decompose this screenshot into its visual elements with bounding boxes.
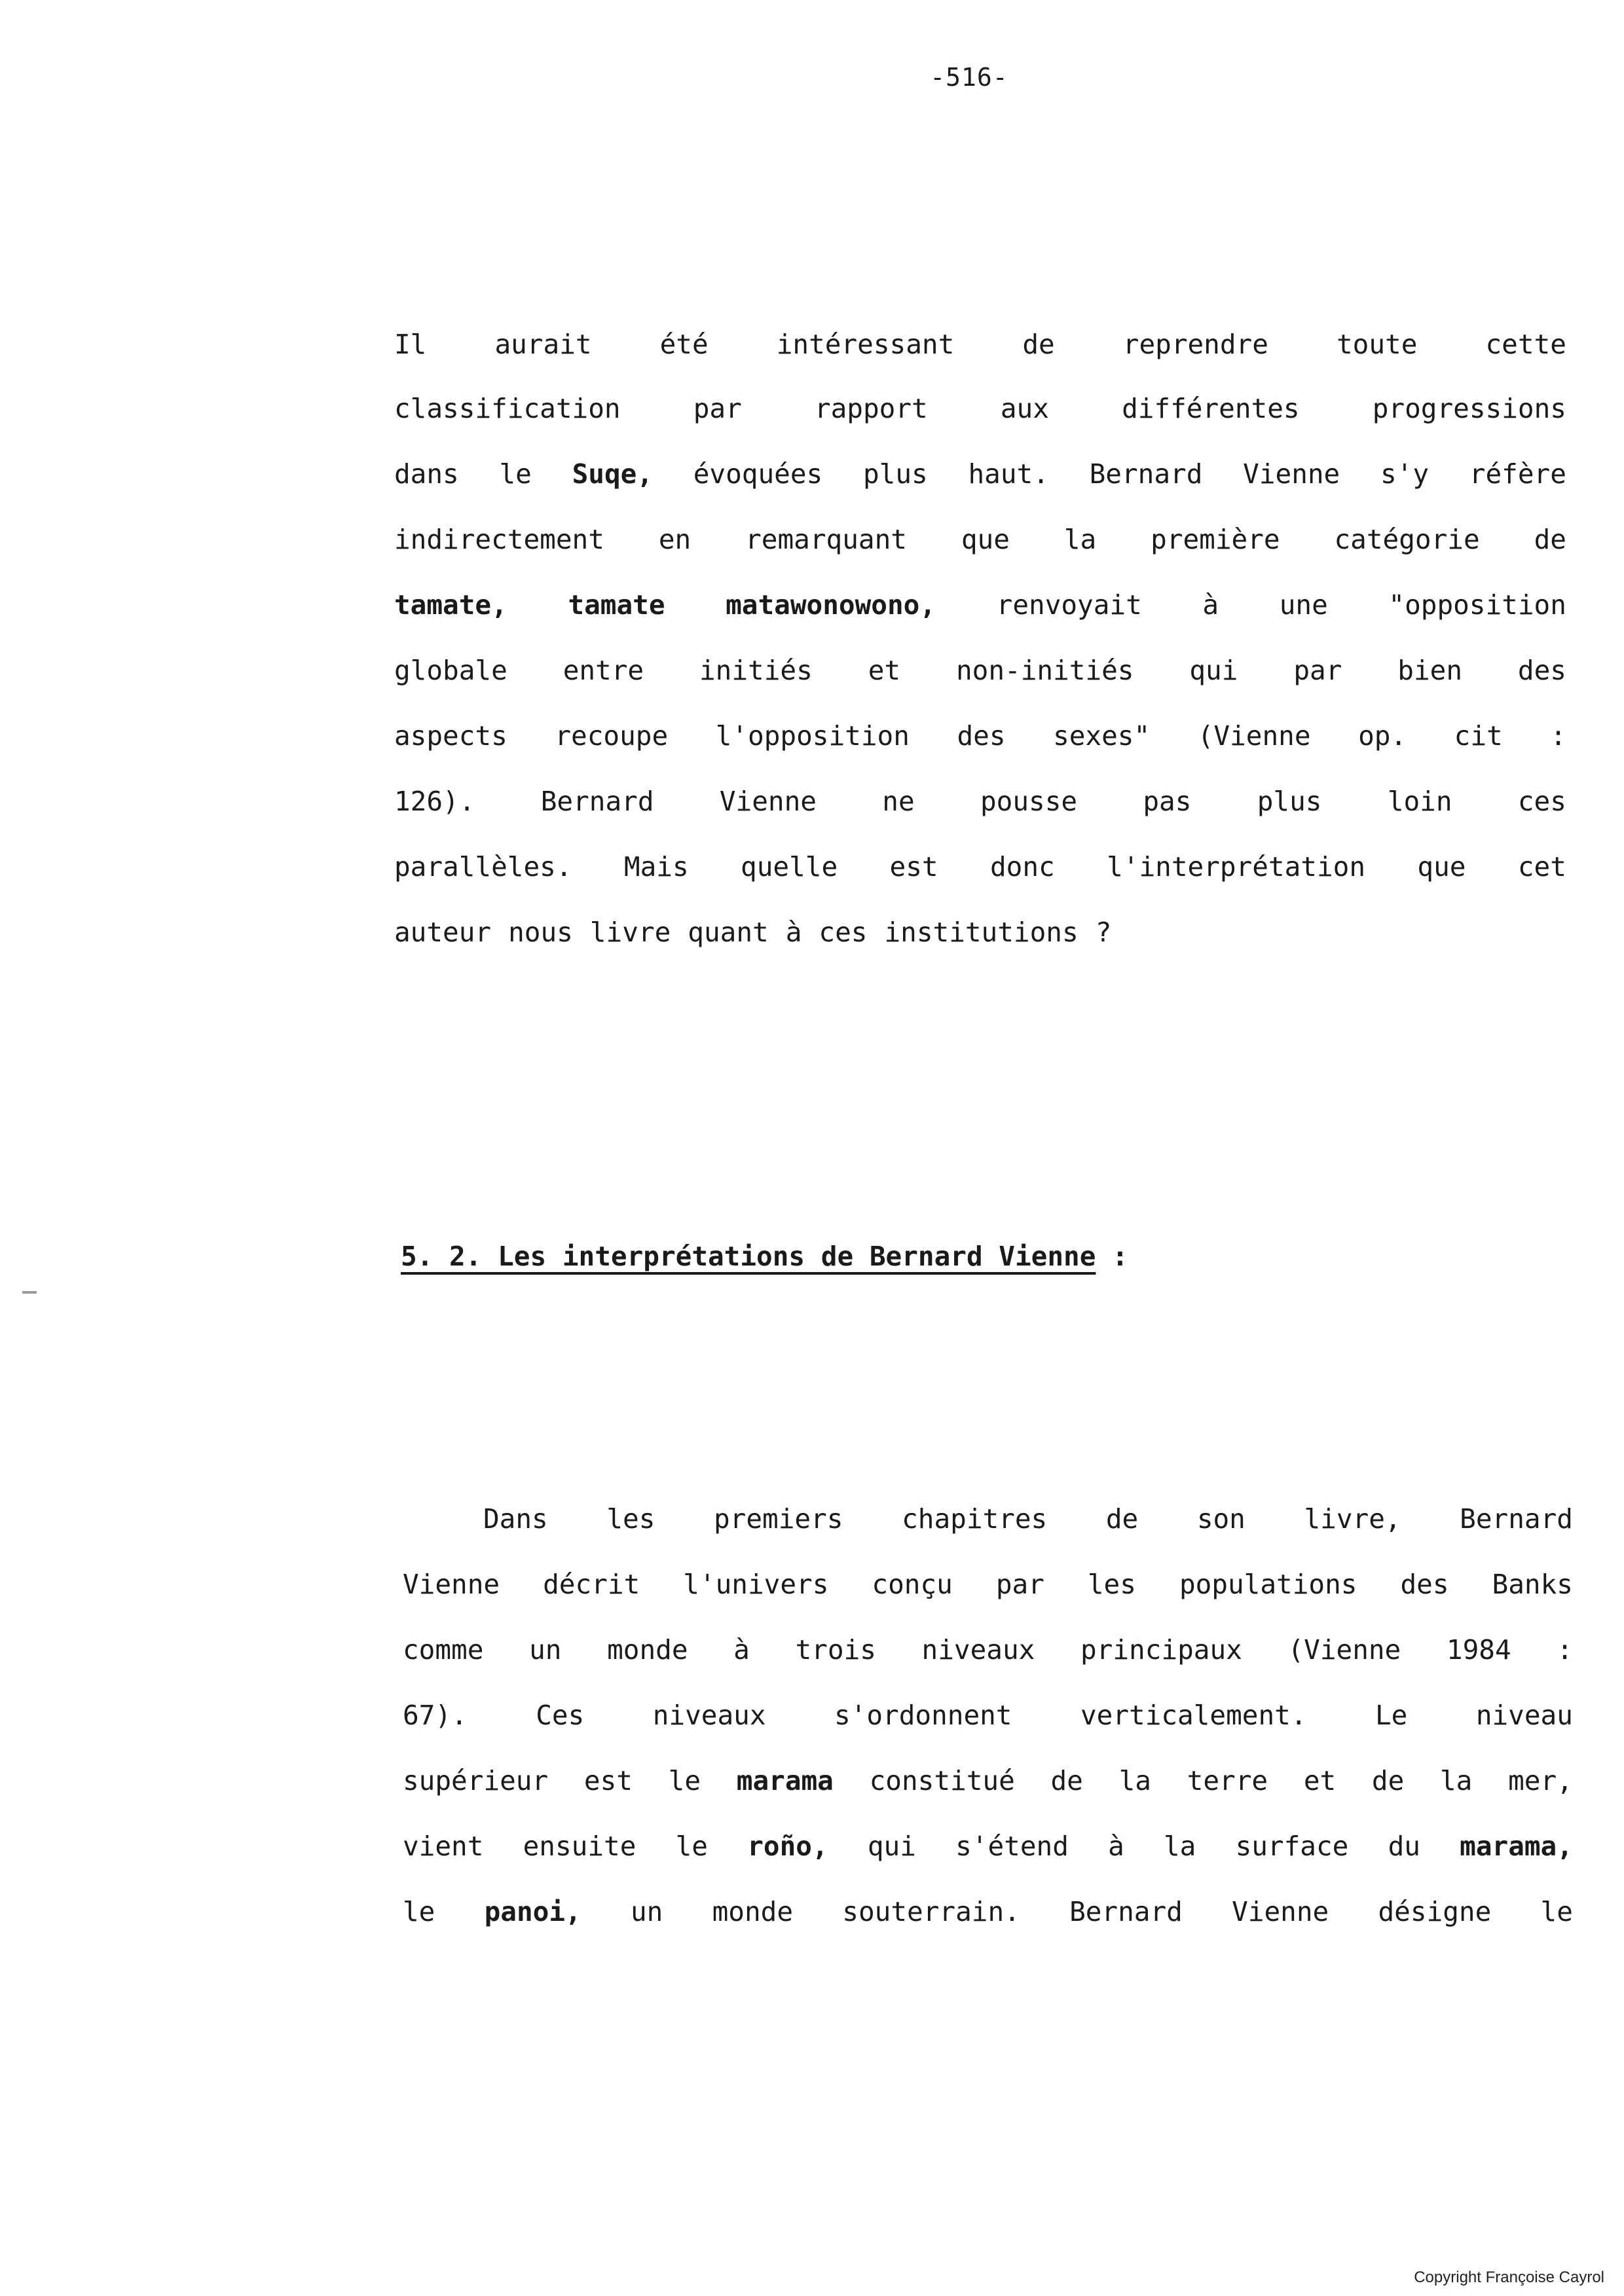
word: sexes" xyxy=(1053,720,1151,752)
word: initiés xyxy=(699,655,813,686)
word: des xyxy=(957,720,1006,752)
word: monde xyxy=(607,1634,688,1666)
word: que xyxy=(1417,851,1466,883)
word: par xyxy=(1293,655,1342,686)
text-line xyxy=(403,1700,1573,1731)
word: haut. xyxy=(968,458,1049,490)
word: Vienne xyxy=(1243,458,1340,490)
word: comme xyxy=(403,1634,484,1666)
word: un xyxy=(529,1634,562,1666)
word: intéressant xyxy=(776,329,955,360)
word: Vienne xyxy=(1232,1896,1329,1927)
text-line xyxy=(394,589,1566,621)
word: Mais xyxy=(623,851,689,883)
word: roño, xyxy=(747,1831,828,1862)
word: l'interprétation xyxy=(1107,851,1366,883)
text-line xyxy=(394,655,1566,686)
word: à xyxy=(1202,589,1219,621)
word: ne xyxy=(882,786,915,817)
word: recoupe xyxy=(555,720,669,752)
word: qui xyxy=(867,1831,916,1862)
word: été xyxy=(659,329,709,360)
word: cet xyxy=(1517,851,1566,883)
word: plus xyxy=(862,458,928,490)
word: progressions xyxy=(1372,393,1566,424)
word: terre xyxy=(1187,1765,1268,1796)
word: Bernard xyxy=(1460,1503,1573,1535)
word: du xyxy=(1388,1831,1420,1862)
section-heading xyxy=(401,1241,1128,1272)
word: la xyxy=(1163,1831,1196,1862)
word: aux xyxy=(1000,393,1049,424)
word: loin xyxy=(1387,786,1452,817)
word: les xyxy=(1087,1569,1136,1600)
word: Ces xyxy=(536,1700,585,1731)
word: auteur xyxy=(394,917,492,948)
word: vient xyxy=(403,1831,484,1862)
word: Le xyxy=(1375,1700,1408,1731)
word: nous xyxy=(508,917,573,948)
scan-mark xyxy=(22,1291,37,1294)
word: et xyxy=(1303,1765,1337,1796)
text-line xyxy=(403,1831,1573,1862)
word: une xyxy=(1279,589,1328,621)
word: le xyxy=(668,1765,701,1796)
word: Banks xyxy=(1492,1569,1573,1600)
text-line xyxy=(394,524,1566,555)
word: l'opposition xyxy=(715,720,910,752)
word: Bernard xyxy=(1069,1896,1183,1927)
text-line xyxy=(394,458,1566,490)
word: ces xyxy=(819,917,868,948)
word: cit xyxy=(1454,720,1503,752)
word: livre, xyxy=(1304,1503,1401,1535)
word: monde xyxy=(712,1896,794,1927)
word: à xyxy=(785,917,802,948)
word: pousse xyxy=(980,786,1078,817)
page-number: -516- xyxy=(930,63,1008,92)
word: rapport xyxy=(814,393,928,424)
word: cette xyxy=(1485,329,1566,360)
word: (Vienne xyxy=(1287,1634,1401,1666)
word: est xyxy=(583,1765,633,1796)
word: Bernard xyxy=(1089,458,1203,490)
word: plus xyxy=(1257,786,1322,817)
word: reprendre xyxy=(1122,329,1268,360)
word: conçu xyxy=(872,1569,953,1600)
word: donc xyxy=(989,851,1055,883)
text-line xyxy=(394,917,1128,948)
word: est xyxy=(889,851,938,883)
word: indirectement xyxy=(394,524,604,555)
word: (Vienne xyxy=(1197,720,1311,752)
word: première xyxy=(1151,524,1280,555)
word: à xyxy=(1108,1831,1124,1862)
word: : xyxy=(1550,720,1566,752)
word: décrit xyxy=(543,1569,640,1600)
word: de xyxy=(1371,1765,1405,1796)
word: 67). xyxy=(403,1700,468,1731)
word: à xyxy=(733,1634,750,1666)
copyright-notice: Copyright Françoise Cayrol xyxy=(1414,2269,1604,2286)
word: ? xyxy=(1095,917,1112,948)
word: 126). xyxy=(394,786,475,817)
word: classification xyxy=(394,393,621,424)
word: surface xyxy=(1235,1831,1349,1862)
word: différentes xyxy=(1122,393,1300,424)
word: évoquées xyxy=(693,458,823,490)
word: non-initiés xyxy=(955,655,1134,686)
word: de xyxy=(1105,1503,1139,1535)
word: "opposition xyxy=(1388,589,1566,621)
word: tamate, xyxy=(394,589,507,621)
text-line xyxy=(394,393,1566,424)
word: toute xyxy=(1337,329,1418,360)
word: mer, xyxy=(1508,1765,1573,1796)
word: le xyxy=(499,458,532,490)
word: par xyxy=(693,393,742,424)
word: Vienne xyxy=(403,1569,500,1600)
word: marama, xyxy=(1460,1831,1573,1862)
word: le xyxy=(403,1896,435,1927)
word: institutions xyxy=(884,917,1079,948)
word: niveau xyxy=(1475,1700,1573,1731)
word: verticalement. xyxy=(1080,1700,1307,1731)
word: Bernard xyxy=(540,786,654,817)
text-line xyxy=(394,786,1566,817)
word: niveaux xyxy=(921,1634,1035,1666)
word: panoi, xyxy=(484,1896,581,1927)
word: s'ordonnent xyxy=(834,1700,1012,1731)
word: : xyxy=(1557,1634,1573,1666)
word: aspects xyxy=(394,720,507,752)
word: aurait xyxy=(494,329,592,360)
word: op. xyxy=(1358,720,1407,752)
word: de xyxy=(1022,329,1055,360)
section-heading-colon: : xyxy=(1112,1241,1128,1272)
word: Vienne xyxy=(719,786,817,817)
word: Suqe, xyxy=(572,458,654,490)
word: entre xyxy=(563,655,644,686)
word: tamate xyxy=(568,589,665,621)
word: le xyxy=(1540,1896,1573,1927)
word: un xyxy=(630,1896,663,1927)
word: Dans xyxy=(483,1503,548,1535)
word: bien xyxy=(1397,655,1463,686)
word: son xyxy=(1196,1503,1246,1535)
word: dans xyxy=(394,458,459,490)
word: Il xyxy=(394,329,427,360)
word: des xyxy=(1400,1569,1449,1600)
text-line xyxy=(394,720,1566,752)
word: le xyxy=(675,1831,708,1862)
word: ensuite xyxy=(523,1831,637,1862)
word: chapitres xyxy=(902,1503,1048,1535)
word: les xyxy=(606,1503,655,1535)
word: l'univers xyxy=(683,1569,829,1600)
word: premiers xyxy=(714,1503,843,1535)
word: la xyxy=(1063,524,1097,555)
word: s'y xyxy=(1380,458,1430,490)
word: matawonowono, xyxy=(726,589,936,621)
word: remarquant xyxy=(745,524,907,555)
word: la xyxy=(1118,1765,1151,1796)
word: souterrain. xyxy=(842,1896,1020,1927)
word: parallèles. xyxy=(394,851,572,883)
word: de xyxy=(1050,1765,1083,1796)
text-line xyxy=(394,851,1566,883)
text-line xyxy=(403,1569,1573,1600)
word: en xyxy=(658,524,692,555)
word: qui xyxy=(1189,655,1238,686)
word: que xyxy=(961,524,1010,555)
word: par xyxy=(995,1569,1044,1600)
word: renvoyait xyxy=(996,589,1142,621)
word: désigne xyxy=(1378,1896,1492,1927)
text-line xyxy=(403,1896,1573,1927)
word: constitué xyxy=(869,1765,1015,1796)
word: catégorie xyxy=(1334,524,1480,555)
word: principaux xyxy=(1080,1634,1242,1666)
word: livre xyxy=(589,917,671,948)
word: de xyxy=(1534,524,1566,555)
text-line xyxy=(483,1503,1573,1535)
text-line xyxy=(403,1634,1573,1666)
word: 1984 xyxy=(1446,1634,1511,1666)
word: réfère xyxy=(1469,458,1566,490)
word: quelle xyxy=(741,851,838,883)
section-heading-text: 5. 2. Les interprétations de Bernard Vienne xyxy=(401,1241,1096,1272)
word: niveaux xyxy=(652,1700,766,1731)
word: et xyxy=(868,655,901,686)
word: ces xyxy=(1517,786,1566,817)
word: s'étend xyxy=(955,1831,1069,1862)
text-line xyxy=(394,329,1566,360)
word: pas xyxy=(1143,786,1192,817)
text-line xyxy=(403,1765,1573,1796)
word: la xyxy=(1440,1765,1473,1796)
word: supérieur xyxy=(403,1765,549,1796)
word: marama xyxy=(736,1765,834,1796)
word: populations xyxy=(1179,1569,1357,1600)
word: globale xyxy=(394,655,507,686)
word: quant xyxy=(688,917,769,948)
word: trois xyxy=(795,1634,876,1666)
word: des xyxy=(1517,655,1566,686)
